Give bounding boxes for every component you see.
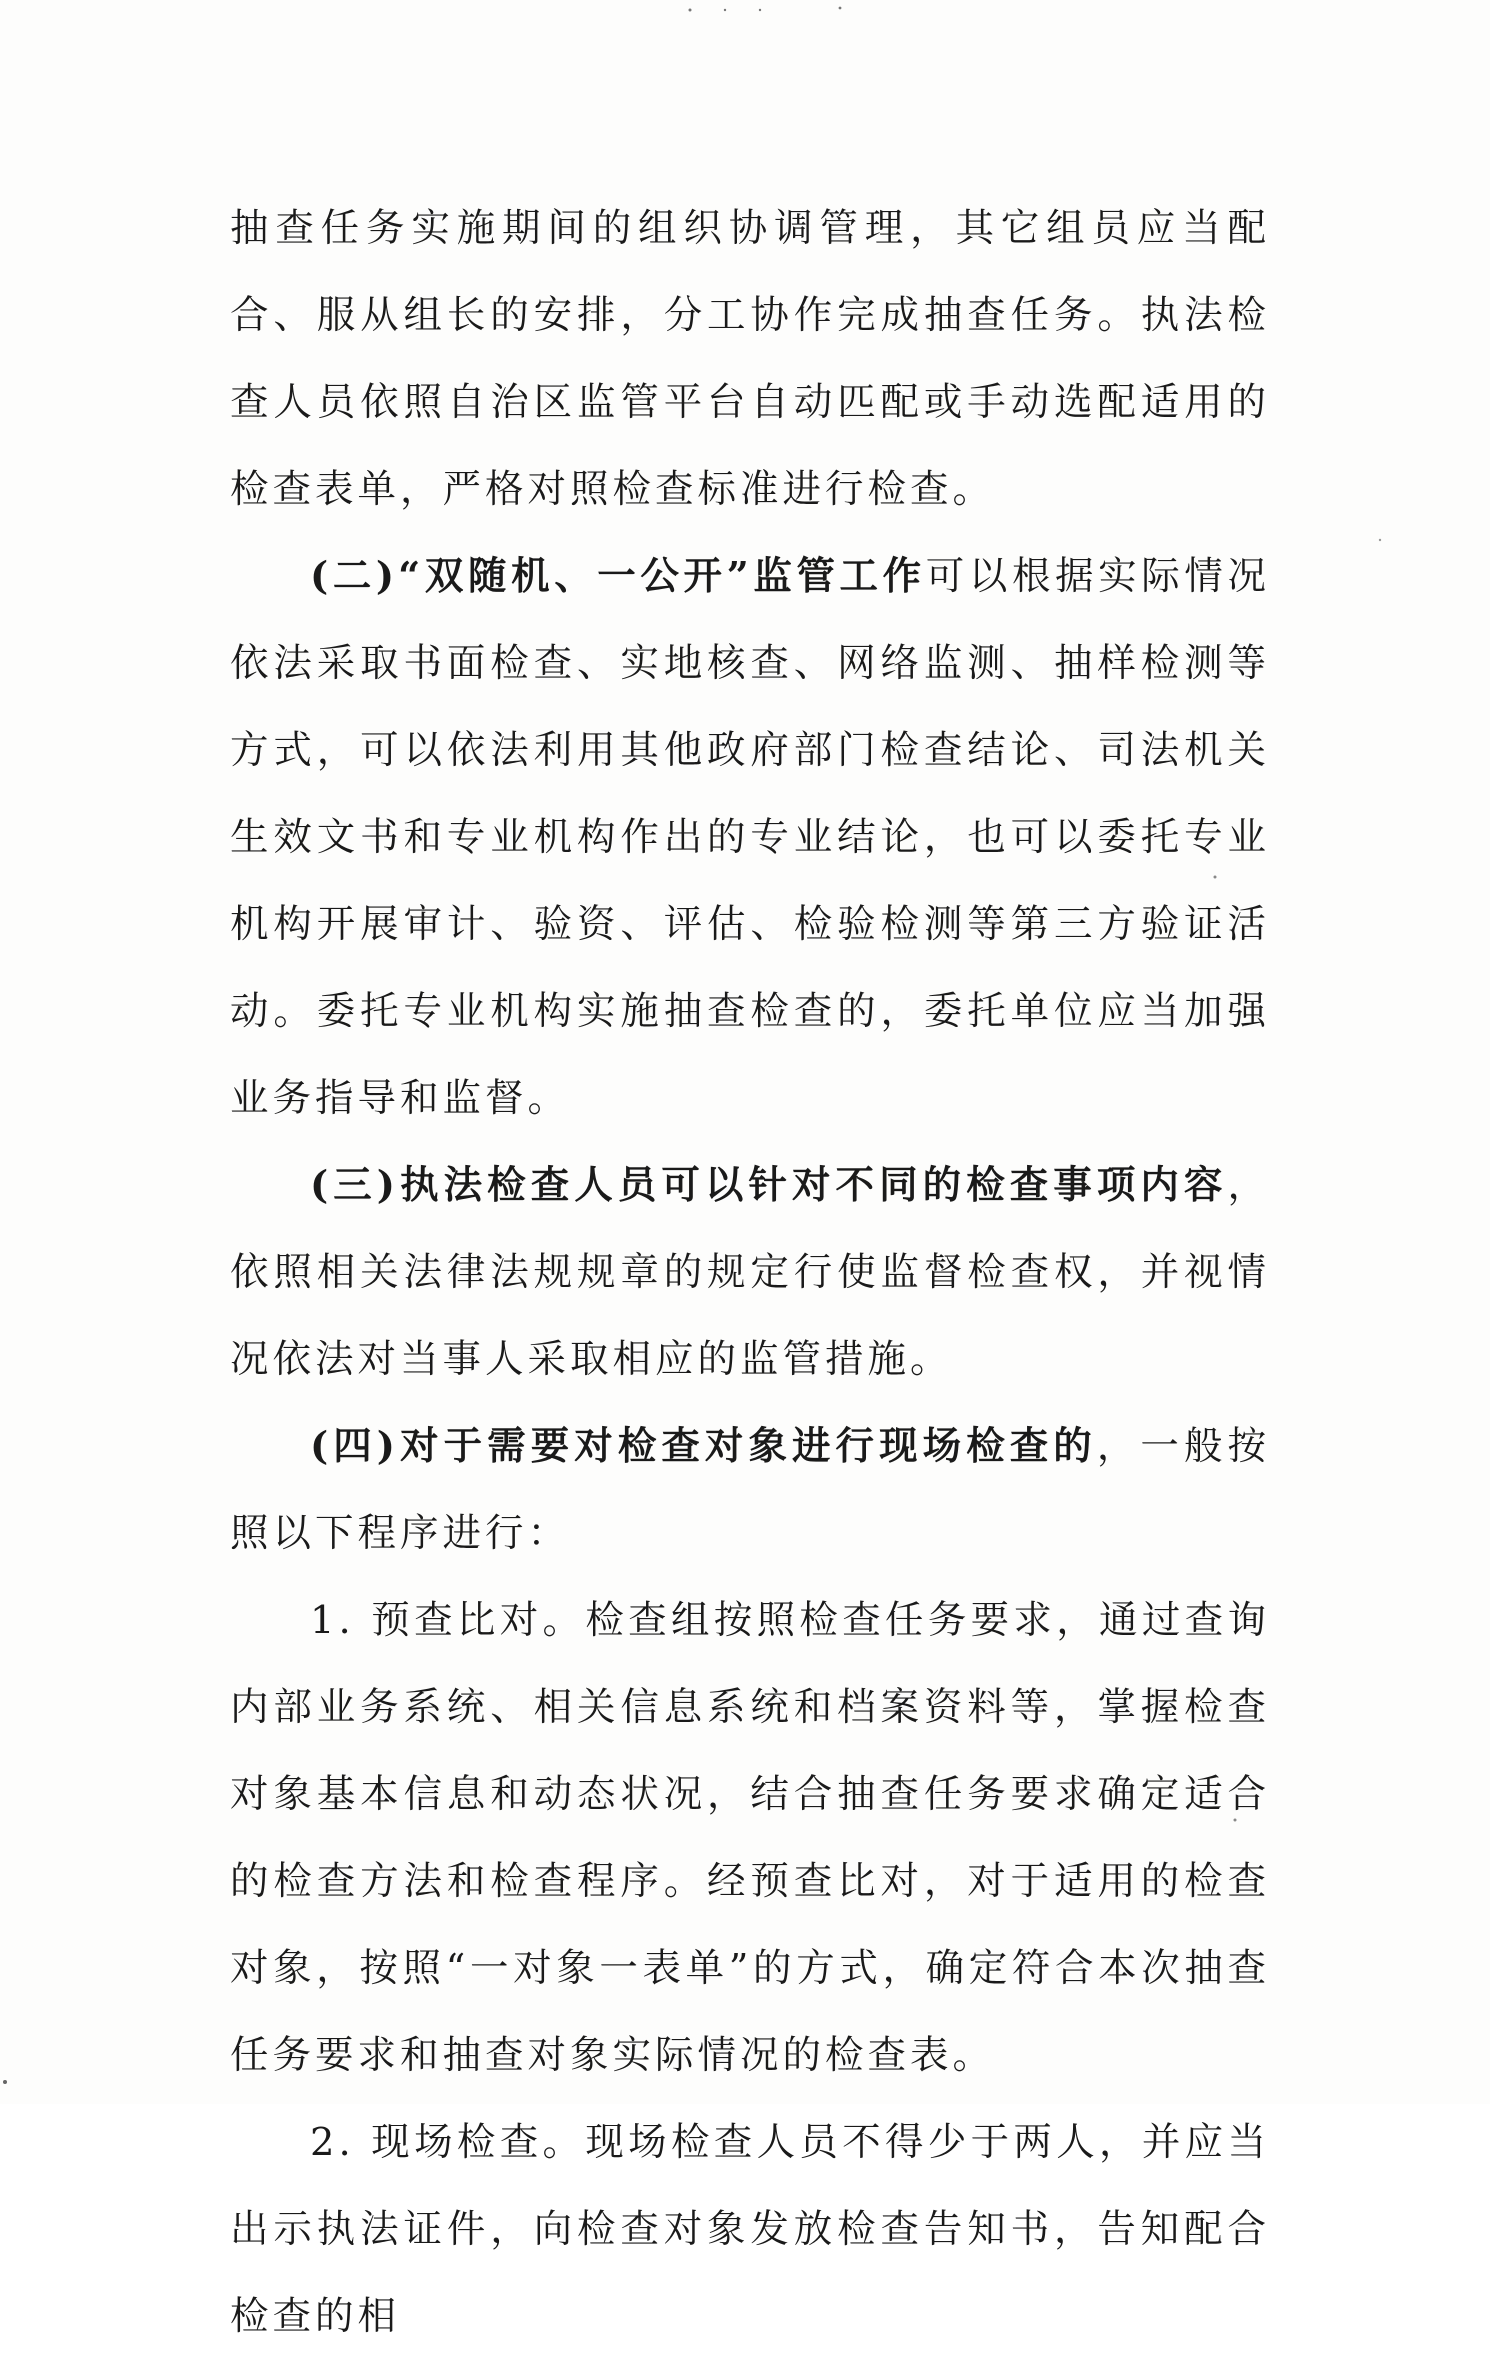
document-body	[230, 185, 1270, 2360]
paragraph-4-text: ，一般按照以下程序进行：	[230, 1424, 1270, 1556]
paragraph-5-text: 1. 预查比对。检查组按照检查任务要求，通过查询内部业务系统、相关信息系统和档案资料等，掌握检查对象基本信息和动态状况，结合抽查任务要求确定适合的检查方法和检查程序。经预查比对，对于适用的检查对象，按照“一对象一表单”的方式，确定符合本次抽查任务要求和抽查对象实际情况的检查表。	[230, 1598, 1270, 2078]
paragraph-1-text: 抽查任务实施期间的组织协调管理，其它组员应当配合、服从组长的安排，分工协作完成抽查任务。执法检查人员依照自治区监管平台自动匹配或手动选配适用的检查表单，严格对照检查标准进行检查。	[230, 206, 1270, 512]
paragraph-2-text: 可以根据实际情况依法采取书面检查、实地核查、网络监测、抽样检测等方式，可以依法利用其他政府部门检查结论、司法机关生效文书和专业机构作出的专业结论，也可以委托专业机构开展审计、验资、评估、检验检测等第三方验证活动。委托专业机构实施抽查检查的，委托单位应当加强业务指导和监督。	[230, 554, 1270, 1121]
paragraph-3-text: ，依照相关法律法规规章的规定行使监督检查权，并视情况依法对当事人采取相应的监管措施。	[230, 1163, 1270, 1382]
paragraph-2-lead: (二)“双随机、一公开”监管工作	[310, 554, 926, 599]
paragraph-5	[230, 1577, 1270, 2099]
paragraph-6-text: 2. 现场检查。现场检查人员不得少于两人，并应当出示执法证件，向检查对象发放检查告知书，告知配合检查的相	[230, 2120, 1270, 2339]
paragraph-4	[230, 1403, 1270, 1577]
paragraph-4-lead: (四)对于需要对检查对象进行现场检查的	[310, 1424, 1097, 1469]
paragraph-6	[230, 2099, 1270, 2360]
paragraph-1	[230, 185, 1270, 533]
paragraph-3-lead: (三)执法检查人员可以针对不同的检查事项内容	[310, 1163, 1228, 1208]
paragraph-3	[230, 1142, 1270, 1403]
paragraph-2	[230, 533, 1270, 1142]
